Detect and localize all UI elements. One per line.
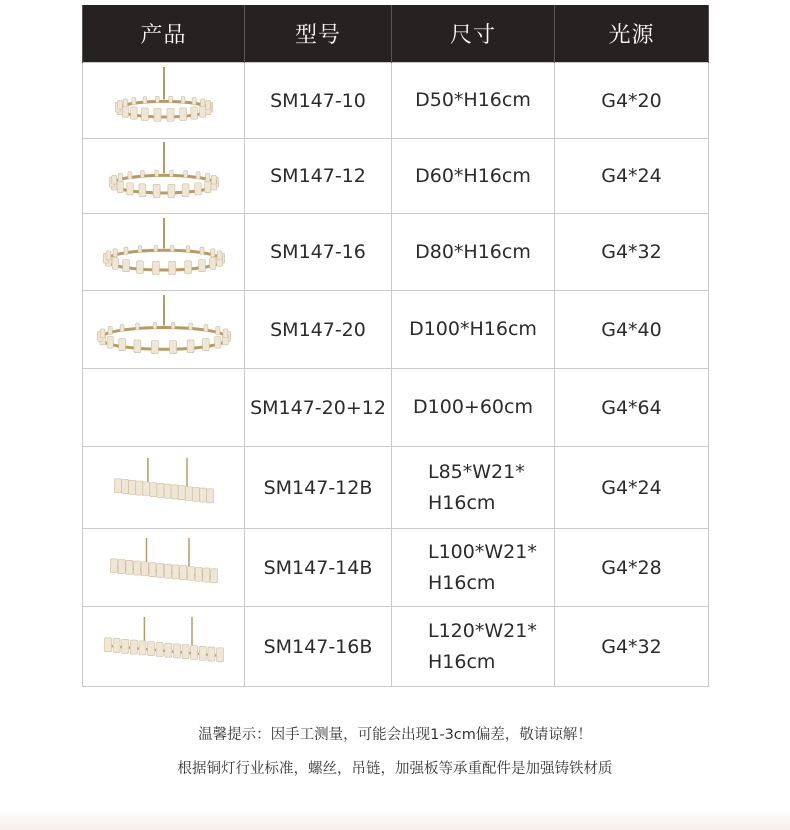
light-source-cell: G4*24 [555,139,709,214]
shade-shape [141,561,148,575]
shade-shape [207,647,214,661]
shade-shape [113,249,117,257]
header-size: 尺寸 [392,5,555,63]
shade-shape [217,251,222,260]
size-cell [392,369,555,447]
header-light-source: 光源 [555,5,709,63]
linear-chandelier-image [89,617,239,677]
model-cell: SM147-20+12 [245,369,392,447]
shade-shape [170,245,174,252]
model-cell: SM147-16B [245,607,392,687]
shade-shape [122,105,128,117]
shade-shape [167,108,174,121]
shade-shape [204,181,210,193]
shade-shape [200,98,204,106]
size-cell [392,607,555,687]
table-row [83,291,709,369]
shade-shape [181,96,185,103]
shade-shape [118,559,125,573]
model-cell: SM147-10 [245,63,392,139]
table-row [83,529,709,607]
size-cell [392,139,555,214]
shade-shape [117,181,123,193]
light-source-cell: G4*32 [555,214,709,291]
shade-shape [200,247,204,254]
shade-shape [171,484,178,498]
round-chandelier-image [89,67,239,135]
shade-shape [203,324,207,331]
table-row [83,447,709,529]
shade-shape [125,560,132,574]
shade-shape [110,558,117,572]
product-image-cell [83,447,245,529]
shade-shape [183,171,187,178]
product-image-cell [83,607,245,687]
shade-shape [113,638,120,652]
shade-shape [172,564,179,578]
shade-shape [184,261,191,274]
shade-shape [156,483,163,497]
shade-shape [153,108,160,121]
shade-shape [152,261,159,274]
shade-shape [202,568,209,582]
shade-shape [154,170,158,177]
shade-shape [167,184,174,197]
shade-shape [164,484,171,498]
shade-shape [187,339,194,352]
shade-shape [108,326,112,334]
shade-shape [185,486,192,500]
shade-shape [127,172,131,179]
shade-shape [121,479,128,493]
shade-shape [130,640,137,654]
shade-shape [216,647,223,661]
light-source-cell: G4*28 [555,529,709,607]
product-image-cell [83,291,245,369]
shade-shape [114,478,121,492]
light-source-cell: G4*32 [555,607,709,687]
shade-shape [122,260,129,272]
size-line-1: L120*W21* [428,619,537,642]
shade-shape [156,642,163,656]
shade-shape [210,568,217,582]
shade-shape [141,107,148,120]
shade-shape [198,260,205,272]
size-line-2: H16cm [428,491,496,514]
shade-shape [105,251,110,260]
linear-chandelier-image [89,538,239,598]
size-line-2: H16cm [428,650,496,673]
size-cell [392,63,555,139]
size-line-1: L85*W21* [428,460,525,483]
size-line-1: D50*H16cm [415,89,531,111]
shade-shape [215,326,219,334]
shade-shape [147,641,154,655]
shade-shape [138,184,145,197]
model-cell: SM147-12 [245,139,392,214]
shade-shape [223,328,228,337]
shade-shape [136,261,143,274]
round-chandelier-image [89,295,239,365]
shade-shape [100,328,105,337]
shade-shape [196,172,200,179]
shade-shape [138,640,145,654]
shade-shape [142,481,149,495]
shade-shape [182,644,189,658]
shade-shape [126,183,133,195]
shade-shape [211,175,216,184]
shade-shape [155,96,159,103]
shade-shape [187,566,194,580]
shade-shape [188,323,192,330]
shade-shape [133,561,140,575]
shade-shape [133,339,140,352]
size-cell [392,214,555,291]
table-row [83,63,709,139]
size-line-1: D60*H16cm [415,164,531,187]
shade-shape [153,184,160,197]
product-image-cell [83,139,245,214]
shade-shape [182,184,189,197]
shade-shape [130,106,137,118]
shade-shape [131,97,135,104]
shade-shape [143,96,147,103]
shade-shape [179,565,186,579]
shade-shape [168,96,172,103]
shade-shape [214,336,220,348]
product-image-cell [83,63,245,139]
shade-shape [120,324,124,331]
shade-shape [153,322,157,329]
table-header-row [83,5,709,63]
shade-shape [178,485,185,499]
shade-shape [192,487,199,501]
product-image-cell [83,369,245,447]
shade-shape [118,173,122,181]
shade-shape [169,170,173,177]
round-chandelier-image [89,218,239,286]
header-product: 产品 [83,5,245,63]
linear-chandelier-image [89,458,239,518]
shade-shape [199,488,206,502]
shade-shape [151,340,158,353]
table-row [83,139,709,214]
table-row [83,369,709,447]
shade-shape [153,245,157,252]
model-cell: SM147-12B [245,447,392,529]
shade-shape [123,98,127,106]
shade-shape [192,97,196,104]
shade-shape [199,105,205,117]
shade-shape [194,183,201,195]
model-cell: SM147-14B [245,529,392,607]
shade-shape [164,643,171,657]
product-image-cell [83,529,245,607]
shade-shape [118,338,125,350]
shade-shape [128,480,135,494]
shade-shape [186,246,190,253]
shade-shape [112,258,118,270]
shade-shape [117,100,122,109]
shade-shape [156,563,163,577]
header-model: 型号 [245,5,392,63]
size-line-2: H16cm [428,571,496,594]
shade-shape [205,100,210,109]
shade-shape [107,336,113,348]
shade-shape [168,261,175,274]
size-line-1: D80*H16cm [415,240,531,263]
shade-shape [140,171,144,178]
shade-shape [210,249,214,257]
shade-shape [104,637,111,651]
shade-shape [121,639,128,653]
shade-shape [195,567,202,581]
shade-shape [190,106,197,118]
shade-shape [148,562,155,576]
size-cell [392,291,555,369]
size-cell [392,447,555,529]
shade-shape [135,323,139,330]
table-row [83,214,709,291]
model-cell: SM147-16 [245,214,392,291]
shade-shape [111,175,116,184]
spec-table [82,5,709,687]
light-source-cell: G4*20 [555,63,709,139]
shade-shape [171,322,175,329]
shade-shape [202,338,209,350]
light-source-cell: G4*40 [555,291,709,369]
shade-shape [179,107,186,120]
shade-shape [199,646,206,660]
size-line-1: L100*W21* [428,540,537,563]
shade-shape [206,488,213,502]
shade-shape [149,482,156,496]
shade-shape [138,246,142,253]
shade-shape [135,481,142,495]
shade-shape [190,645,197,659]
light-source-cell: G4*64 [555,369,709,447]
tip-line: 温馨提示：因手工测量，可能会出现1-3cm偏差，敬请谅解！ [198,727,592,743]
shade-shape [164,564,171,578]
bottom-band [0,810,790,830]
shade-shape [169,340,176,353]
shade-shape [209,258,215,270]
notes [0,718,790,786]
size-line-1: D100+60cm [413,396,533,418]
model-cell: SM147-20 [245,291,392,369]
size-cell [392,529,555,607]
material-note-line: 根据铜灯行业标准，螺丝，吊链，加强板等承重配件是加强铸铁材质 [177,761,613,777]
size-line-1: D100*H16cm [409,318,537,340]
shade-shape [124,247,128,254]
light-source-cell: G4*24 [555,447,709,529]
table-row [83,607,709,687]
product-image-cell [83,214,245,291]
shade-shape [173,643,180,657]
round-chandelier-image [89,142,239,210]
shade-shape [205,173,209,181]
